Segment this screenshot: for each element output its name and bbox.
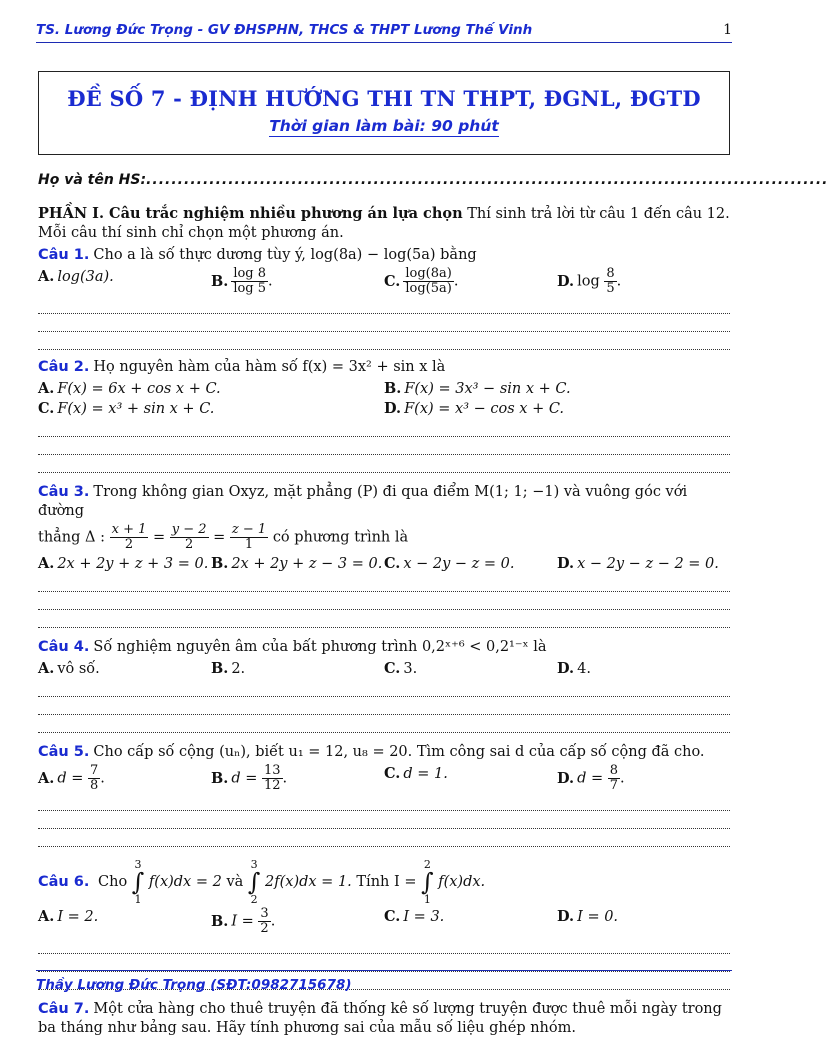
denominator: log(5a) <box>405 281 452 296</box>
exam-title: ĐỀ SỐ 7 - ĐỊNH HƯỚNG THI TN THPT, ĐGNL, ĐGTD <box>67 86 701 111</box>
answer-line <box>38 697 730 715</box>
numerator: y − 2 <box>171 522 207 537</box>
option-text: I = 3. <box>403 909 445 925</box>
option-c <box>384 907 557 936</box>
part-1-text: Thí sinh trả lời từ câu 1 đến câu 12. Mỗi câu thí sinh chỉ chọn một phương án. <box>38 206 730 241</box>
answer-line <box>38 314 730 332</box>
option-letter: B. <box>211 660 229 677</box>
integrand: 2f(x)dx = 1. <box>265 874 352 890</box>
option-letter: D. <box>557 769 575 787</box>
fraction <box>258 907 270 936</box>
option-d <box>557 554 730 574</box>
option-text: F(x) = x³ + sin x + C. <box>57 401 215 417</box>
option-letter: B. <box>384 380 402 397</box>
option-prefix: log <box>577 273 600 290</box>
question-text: và <box>226 874 244 890</box>
option-d: D. log $\frac{8}{5}$ . <box>557 266 622 296</box>
question-label: Câu 7. <box>38 1001 90 1017</box>
upper-bound: 2 <box>423 858 431 871</box>
option-letter: B. <box>211 555 229 572</box>
option-prefix: d = <box>57 770 84 787</box>
question-text: Họ nguyên hàm của hàm số f(x) = 3x² + sin x là <box>93 359 446 375</box>
fraction <box>170 523 209 552</box>
options-row <box>38 379 730 399</box>
integrand: f(x)dx. <box>438 874 486 890</box>
option-a <box>38 907 211 936</box>
option-letter: C. <box>384 555 401 572</box>
options-row <box>38 554 730 574</box>
question-text: Cho <box>98 874 128 890</box>
integral-sign: 2 ∫ 1 <box>421 858 434 906</box>
option-letter: C. <box>384 272 401 290</box>
page-number: 1 <box>723 22 732 38</box>
option-text: 2x + 2y + z − 3 = 0. <box>231 556 383 572</box>
numerator: 8 <box>606 266 615 281</box>
numerator: z − 1 <box>231 522 267 537</box>
option-letter: A. <box>38 555 55 572</box>
option-a <box>38 267 211 296</box>
exam-content <box>38 204 730 1038</box>
fraction <box>262 764 283 793</box>
numerator: 13 <box>263 763 281 778</box>
answer-line <box>38 715 730 733</box>
option-d <box>557 907 730 936</box>
option-text: x − 2y − z = 0. <box>403 556 515 572</box>
answer-line <box>38 296 730 314</box>
option-text: vô số. <box>57 661 100 677</box>
answer-line <box>38 574 730 592</box>
answer-line <box>38 829 730 847</box>
integral-sign: 3 ∫ 2 <box>247 858 261 906</box>
upper-bound: 3 <box>134 858 142 871</box>
line-text: có phương trình là <box>272 529 409 546</box>
option-text: F(x) = 6x + cos x + C. <box>57 381 221 397</box>
option-letter: A. <box>38 380 55 397</box>
header-author: TS. Lương Đức Trọng - GV ĐHSPHN, THCS & THPT Lương Thế Vinh <box>36 22 533 38</box>
option-prefix: I = <box>231 913 254 930</box>
question-1 <box>38 246 730 350</box>
denominator: 7 <box>609 778 619 793</box>
option-letter: B. <box>211 912 229 930</box>
option-text: 3. <box>403 661 418 677</box>
option-a <box>38 379 384 399</box>
question-4 <box>38 638 730 733</box>
option-text: 4. <box>577 661 591 677</box>
option-letter: C. <box>384 908 401 925</box>
option-letter: D. <box>557 660 575 677</box>
option-letter: B. <box>211 272 229 290</box>
option-letter: A. <box>38 268 55 285</box>
lower-bound: 2 <box>250 893 258 906</box>
option-a <box>38 659 211 679</box>
option-text: F(x) = x³ − cos x + C. <box>404 401 565 417</box>
option-text: I = 2. <box>57 909 99 925</box>
answer-line <box>38 610 730 628</box>
option-text: I = 0. <box>577 909 619 925</box>
question-text: Một cửa hàng cho thuê truyện đã thống kê số lượng truyện được thuê mỗi ngày trong ba tháng như bảng sau. Hãy tính phương sai của mẫu số liệu ghép nhóm. <box>38 1001 722 1036</box>
option-letter: D. <box>557 272 575 290</box>
exam-duration <box>39 117 729 135</box>
option-text: F(x) = 3x³ − sin x + C. <box>404 381 571 397</box>
option-letter: B. <box>211 769 229 787</box>
denominator: 5 <box>606 281 615 296</box>
option-prefix: d = <box>231 770 258 787</box>
option-letter: A. <box>38 769 55 787</box>
option-c <box>384 659 557 679</box>
numerator: log 8 <box>233 266 267 281</box>
denominator: 2 <box>260 921 269 936</box>
option-c <box>38 399 384 419</box>
option-d <box>384 399 730 419</box>
denominator: 2 <box>124 537 134 552</box>
option-letter: D. <box>557 555 575 572</box>
option-text: x − 2y − z − 2 = 0. <box>577 556 719 572</box>
fraction <box>110 523 149 552</box>
question-label: Câu 2. <box>38 359 90 375</box>
upper-bound: 3 <box>250 858 258 871</box>
option-c: C. $\frac{\log(8a)}{\log(5a)}$ . <box>384 266 459 296</box>
title-box <box>38 71 730 155</box>
question-5 <box>38 743 730 847</box>
options-row <box>38 659 730 679</box>
answer-line <box>38 793 730 811</box>
answer-line <box>38 419 730 437</box>
denominator: 1 <box>244 537 254 552</box>
question-label: Câu 5. <box>38 744 90 760</box>
option-text: d = 1. <box>403 766 448 782</box>
question-text: Tính I = <box>356 874 417 890</box>
question-2 <box>38 358 730 473</box>
option-c <box>384 554 557 574</box>
page-footer <box>36 970 732 993</box>
option-b: B. I = $\frac{3}{2}$ . <box>211 906 276 936</box>
options-row <box>38 907 730 936</box>
numerator: log(8a) <box>405 266 452 281</box>
answer-line <box>38 332 730 350</box>
name-dots: ............................................................................................................ <box>146 172 828 188</box>
denominator: 8 <box>89 778 99 793</box>
option-letter: C. <box>384 765 401 782</box>
option-letter: A. <box>38 908 55 925</box>
question-label: Câu 4. <box>38 639 90 655</box>
question-label: Câu 3. <box>38 484 90 500</box>
answer-line <box>38 592 730 610</box>
numerator: 3 <box>260 906 269 921</box>
integral-sign: 3 ∫ 1 <box>131 858 145 906</box>
options-row <box>38 764 730 793</box>
option-a: A. d = $\frac{7}{8}$ . <box>38 763 105 793</box>
numerator: 8 <box>609 763 619 778</box>
option-b <box>211 554 384 574</box>
lower-bound: 1 <box>134 893 142 906</box>
question-label: Câu 6. <box>38 874 90 890</box>
question-text: Trong không gian Oxyz, mặt phẳng (P) đi qua điểm M(1; 1; −1) và vuông góc với đường <box>38 484 688 519</box>
options-row <box>38 399 730 419</box>
line-text: thẳng Δ : <box>38 529 106 546</box>
options-row <box>38 267 730 296</box>
answer-line <box>38 455 730 473</box>
option-letter: C. <box>384 660 401 677</box>
option-c <box>384 764 557 793</box>
question-3 <box>38 483 730 628</box>
denominator: log 5 <box>233 281 267 296</box>
lower-bound: 1 <box>423 893 431 906</box>
duration-text: Thời gian làm bài: 90 phút <box>269 117 499 135</box>
question-text-line-2: thẳng Δ : $\frac{x + 1}{2}$ = $\frac{y - 2}{2}$ = $\frac{z - 1}{1}$ có phương trình là <box>38 522 409 552</box>
denominator: 2 <box>185 537 194 552</box>
fraction <box>608 764 620 793</box>
part-1-instructions <box>38 204 730 243</box>
fraction <box>231 267 268 296</box>
question-text: Cho a là số thực dương tùy ý, log(8a) − log(5a) bằng <box>93 247 477 263</box>
numerator: x + 1 <box>111 522 147 537</box>
option-a <box>38 554 211 574</box>
footer-author: Thầy Lương Đức Trọng (SĐT:0982715678) <box>36 977 352 993</box>
option-b: B. $\frac{\log 8}{\log 5}$ . <box>211 266 273 296</box>
option-letter: A. <box>38 660 55 677</box>
fraction <box>88 764 100 793</box>
option-b <box>211 659 384 679</box>
name-label: Họ và tên HS: <box>38 172 147 188</box>
page-header <box>36 20 732 43</box>
answer-line <box>38 679 730 697</box>
option-b <box>384 379 730 399</box>
denominator: 12 <box>263 778 281 793</box>
integrand: f(x)dx = 2 <box>148 874 222 890</box>
fraction <box>403 267 453 296</box>
option-prefix: d = <box>577 770 604 787</box>
option-text: log(3a). <box>57 269 114 285</box>
question-label: Câu 1. <box>38 247 90 263</box>
student-name-line <box>38 172 828 188</box>
option-d <box>557 659 730 679</box>
answer-line <box>38 936 730 954</box>
part-1-heading: PHẦN I. Câu trắc nghiệm nhiều phương án lựa chọn <box>38 205 463 222</box>
option-d: D. d = $\frac{8}{7}$ . <box>557 763 625 793</box>
numerator: 7 <box>89 763 99 778</box>
option-letter: D. <box>557 908 575 925</box>
option-b: B. d = $\frac{13}{12}$ . <box>211 763 288 793</box>
answer-line <box>38 437 730 455</box>
question-7 <box>38 1000 730 1038</box>
option-letter: D. <box>384 400 402 417</box>
option-letter: C. <box>38 400 55 417</box>
fraction <box>604 267 616 296</box>
option-text: 2x + 2y + z + 3 = 0. <box>57 556 209 572</box>
question-text: Cho cấp số cộng (uₙ), biết u₁ = 12, u₈ = 20. Tìm công sai d của cấp số cộng đã cho. <box>93 744 705 760</box>
fraction <box>230 523 268 552</box>
answer-line <box>38 811 730 829</box>
question-text: Số nghiệm nguyên âm của bất phương trình 0,2ˣ⁺⁶ < 0,2¹⁻ˣ là <box>93 639 547 655</box>
option-text: 2. <box>231 661 246 677</box>
